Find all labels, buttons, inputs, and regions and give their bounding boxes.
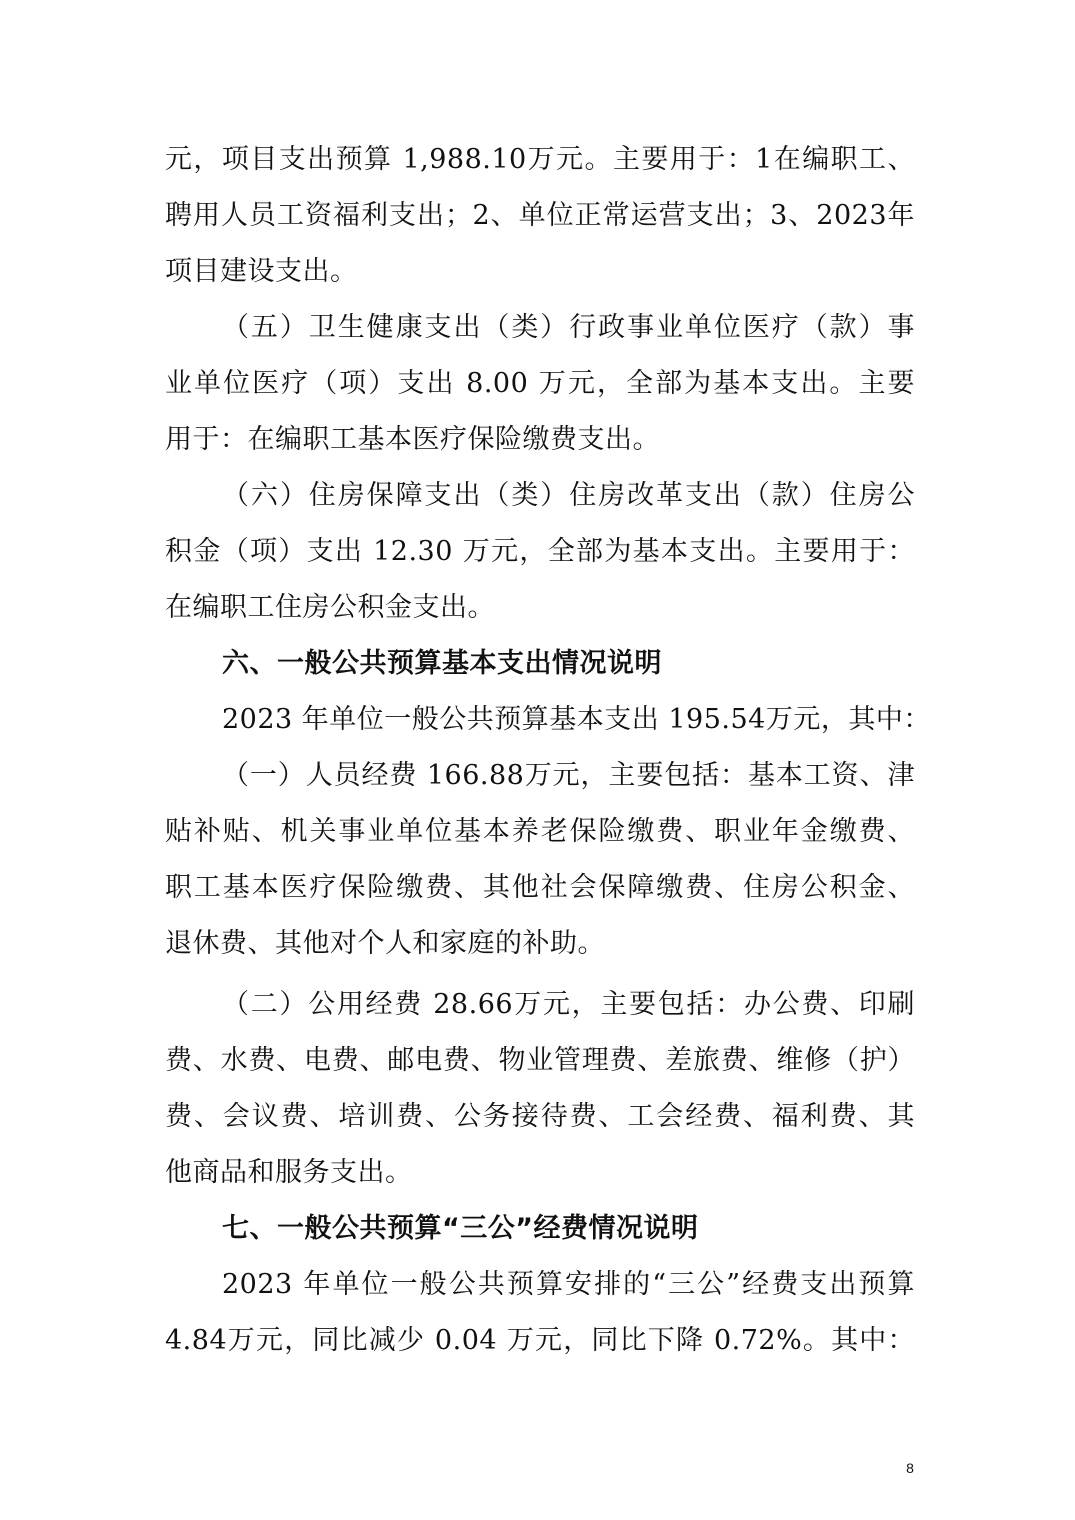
section-heading: 七、一般公共预算“三公”经费情况说明 <box>222 1213 699 1244</box>
paragraph-line: （二）公用经费 28.66万元，主要包括：办公费、印刷 <box>222 989 915 1020</box>
paragraph-line: （一）人员经费 166.88万元，主要包括：基本工资、津 <box>222 760 915 791</box>
paragraph-line: 贴补贴、机关事业单位基本养老保险缴费、职业年金缴费、 <box>165 816 915 847</box>
paragraph-line: 业单位医疗（项）支出 8.00 万元，全部为基本支出。主要 <box>165 368 915 399</box>
paragraph-line: 费、会议费、培训费、公务接待费、工会经费、福利费、其 <box>165 1101 915 1132</box>
page-number: 8 <box>906 1460 914 1476</box>
paragraph-line: 聘用人员工资福利支出；2、单位正常运营支出；3、2023年 <box>165 200 915 231</box>
paragraph-line: 2023 年单位一般公共预算安排的“三公”经费支出预算 <box>222 1269 915 1300</box>
paragraph-line: 元，项目支出预算 1,988.10万元。主要用于：1在编职工、 <box>165 144 915 175</box>
paragraph-line: 2023 年单位一般公共预算基本支出 195.54万元，其中： <box>222 704 931 735</box>
paragraph-line: 积金（项）支出 12.30 万元，全部为基本支出。主要用于： <box>165 536 915 567</box>
paragraph-line: 项目建设支出。 <box>165 256 358 287</box>
paragraph-line: （五）卫生健康支出（类）行政事业单位医疗（款）事 <box>222 312 915 343</box>
paragraph-line: （六）住房保障支出（类）住房改革支出（款）住房公 <box>222 480 915 511</box>
paragraph-line: 在编职工住房公积金支出。 <box>165 592 495 623</box>
paragraph-line: 他商品和服务支出。 <box>165 1157 413 1188</box>
paragraph-line: 退休费、其他对个人和家庭的补助。 <box>165 928 605 959</box>
paragraph-line: 职工基本医疗保险缴费、其他社会保障缴费、住房公积金、 <box>165 872 915 903</box>
section-heading: 六、一般公共预算基本支出情况说明 <box>222 648 662 679</box>
paragraph-line: 费、水费、电费、邮电费、物业管理费、差旅费、维修（护） <box>165 1045 915 1076</box>
paragraph-line: 4.84万元，同比减少 0.04 万元，同比下降 0.72%。其中： <box>165 1325 915 1356</box>
paragraph-line: 用于：在编职工基本医疗保险缴费支出。 <box>165 424 660 455</box>
